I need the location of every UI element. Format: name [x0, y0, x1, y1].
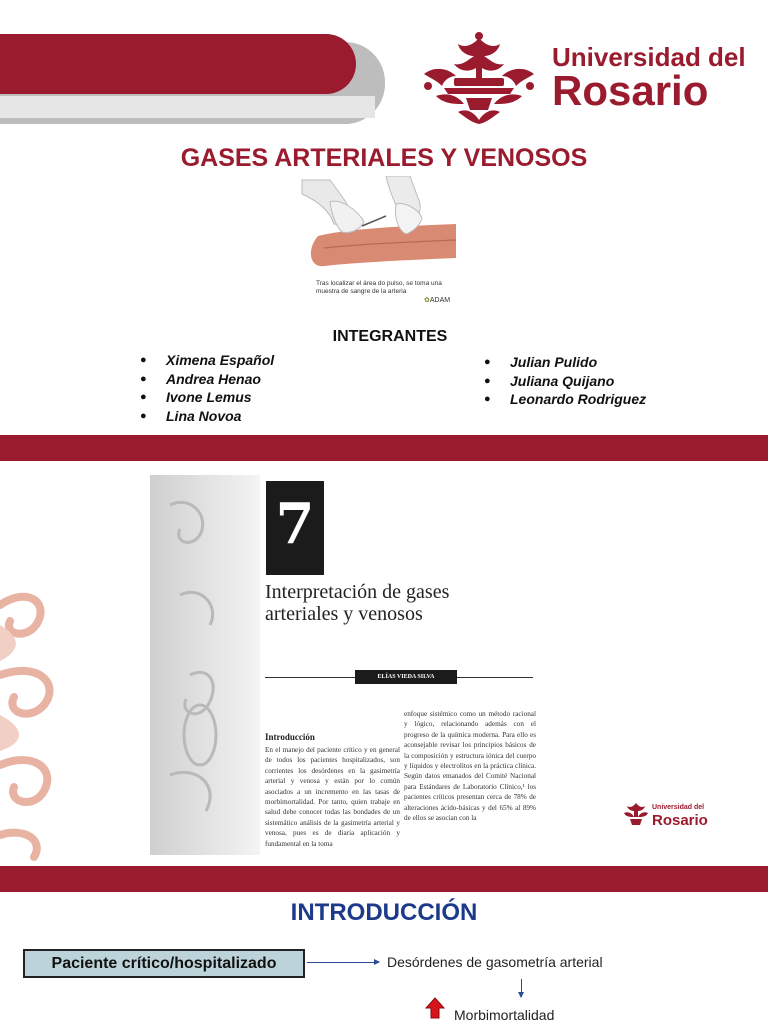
member-item: ● Julian Pulido [484, 353, 646, 372]
right-arrow-icon [307, 962, 379, 963]
slide-book-chapter [0, 433, 768, 867]
down-arrow-icon [521, 979, 522, 997]
header-banner-stripe [0, 96, 375, 118]
text-column-right: enfoque sistémico como un método racional y lógico, relacionando además con el progreso de la química moderna. Para ello es aconsejable revisar los principios básicos de la composición y estructura iónica del cuerpo y líquidos y electrolitos en la práctica clínica. Según datos emanados del Comité Nacional para Estándares de Laboratorio Clínico,¹ los pacientes críticos presentan cerca de 78% de alteraciones ácido-básicas y del 65% al 89% de ellos se asocian con la [404, 710, 536, 823]
member-item: ● Juliana Quijano [484, 372, 646, 391]
member-item: ● Ivone Lemus [140, 388, 274, 407]
header-banner [0, 34, 356, 94]
adam-logo-icon: ✿ [424, 297, 430, 304]
chapter-number: 7 [266, 481, 324, 575]
small-logo-line1: Universidad del [652, 804, 705, 811]
slide-header-bar [0, 435, 768, 461]
small-logo-line2: Rosario [652, 812, 708, 829]
photo-credit-text: ADAM [429, 297, 451, 304]
intro-heading: Introducción [265, 732, 315, 742]
members-list-left [140, 351, 274, 425]
slide-introduction [0, 866, 768, 1024]
member-item: ● Ximena Español [140, 351, 274, 370]
book-page-scan [150, 475, 574, 855]
member-item: ● Leonardo Rodriguez [484, 390, 646, 409]
book-page-margin-art [150, 475, 260, 855]
member-item: ● Andrea Henao [140, 370, 274, 389]
author-bar [265, 670, 533, 684]
decorative-swirl-icon [0, 565, 72, 865]
arterial-puncture-photo [300, 176, 456, 276]
small-university-logo [622, 801, 732, 831]
author-name: ELÍAS VIEDA SILVA [355, 670, 457, 684]
text-column-left: En el manejo del paciente crítico y en general de todos los pacientes hospitalizados, son corrientes los desórdenes en la gasimetría arterial y venosa y están por lo común asociados a un incremento en las tasas de morbimortalidad. Por tanto, quien trabaje en salud debe conocer todas las bondades de un sistemático análisis de la gasimetría arterial y venosa, pues es de diaria aplicación y fundamental en la toma [265, 746, 400, 848]
university-crest-icon [414, 30, 544, 125]
photo-caption: Tras localizar el área do pulso, se toma una muestra de sangre de la arteria [316, 280, 442, 295]
page-margin-ornament-icon [150, 475, 260, 855]
member-item: ● Lina Novoa [140, 407, 274, 426]
disorders-text: Desórdenes de gasometría arterial [387, 954, 603, 970]
chapter-title: Interpretación de gases arteriales y venosos [265, 581, 450, 625]
red-up-arrow-icon [425, 997, 445, 1019]
patient-box: Paciente crítico/hospitalizado [23, 949, 305, 978]
slide-header-bar [0, 866, 768, 892]
section-title: INTRODUCCIÓN [290, 899, 478, 926]
university-crest-icon [622, 801, 650, 829]
integrantes-heading: INTEGRANTES [332, 328, 448, 345]
members-list-right [484, 353, 646, 409]
logo-text-line1: Universidad del [552, 42, 746, 72]
logo-text-line2: Rosario [552, 67, 709, 114]
slide-title [0, 0, 768, 432]
morbimortality-text: Morbimortalidad [454, 1007, 555, 1023]
presentation-title: GASES ARTERIALES Y VENOSOS [180, 144, 588, 172]
photo-credit [424, 296, 450, 304]
